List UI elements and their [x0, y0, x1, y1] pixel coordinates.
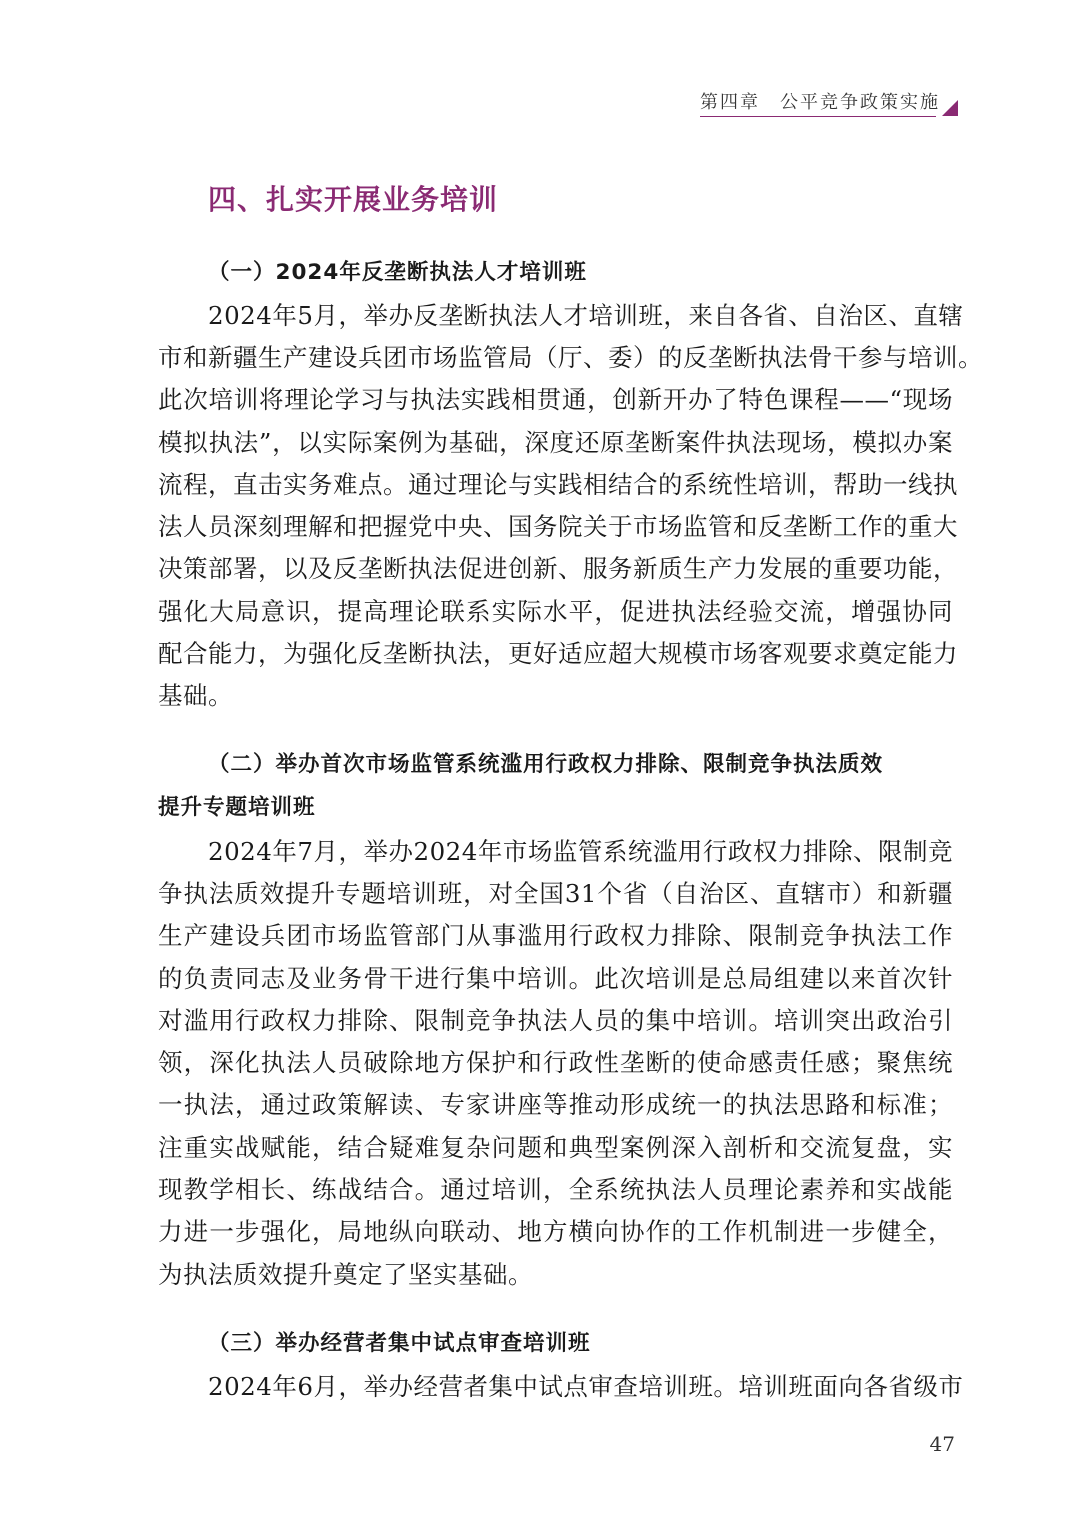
paragraph-line: 配合能力，为强化反垄断执法，更好适应超大规模市场客观要求奠定能力	[158, 639, 958, 668]
paragraph-line: 争执法质效提升专题培训班，对全国31个省（自治区、直辖市）和新疆	[158, 879, 953, 908]
paragraph-line: 的负责同志及业务骨干进行集中培训。此次培训是总局组建以来首次针	[158, 964, 953, 993]
paragraph-line: 对滥用行政权力排除、限制竞争执法人员的集中培训。培训突出政治引	[158, 1006, 953, 1035]
section-title: 四、扎实开展业务培训	[208, 183, 499, 216]
paragraph-line: 决策部署，以及反垄断执法促进创新、服务新质生产力发展的重要功能，	[158, 554, 958, 583]
paragraph-line: 一执法，通过政策解读、专家讲座等推动形成统一的执法思路和标准；	[158, 1090, 953, 1119]
paragraph-line: 注重实战赋能，结合疑难复杂问题和典型案例深入剖析和交流复盘，实	[158, 1133, 953, 1162]
paragraph-line: 此次培训将理论学习与执法实践相贯通，创新开办了特色课程——“现场	[158, 385, 953, 414]
paragraph-line: 法人员深刻理解和把握党中央、国务院关于市场监管和反垄断工作的重大	[158, 512, 958, 541]
paragraph-line: 领，深化执法人员破除地方保护和行政性垄断的使命感责任感；聚焦统	[158, 1048, 953, 1077]
paragraph-line: 模拟执法”，以实际案例为基础，深度还原垄断案件执法现场，模拟办案	[158, 428, 953, 457]
paragraph-line: 生产建设兵团市场监管部门从事滥用行政权力排除、限制竞争执法工作	[158, 921, 953, 950]
paragraph-line: 市和新疆生产建设兵团市场监管局（厅、委）的反垄断执法骨干参与培训。	[158, 343, 983, 372]
paragraph-line: 为执法质效提升奠定了坚实基础。	[158, 1260, 533, 1289]
page-number: 47	[929, 1432, 955, 1456]
subsection-heading: （二）举办首次市场监管系统滥用行政权力排除、限制竞争执法质效	[208, 752, 884, 777]
paragraph-line: 强化大局意识，提高理论联系实际水平，促进执法经验交流，增强协同	[158, 597, 953, 626]
paragraph-line: 流程，直击实务难点。通过理论与实践相结合的系统性培训，帮助一线执	[158, 470, 958, 499]
running-header	[700, 88, 958, 114]
triangle-icon	[942, 100, 958, 116]
subsection-heading-cont: 提升专题培训班	[158, 795, 316, 820]
subsection-heading: （三）举办经营者集中试点审查培训班	[208, 1331, 591, 1356]
paragraph-line: 2024年6月，举办经营者集中试点审查培训班。培训班面向各省级市	[208, 1372, 964, 1401]
chapter-title: 第四章 公平竞争政策实施	[700, 92, 940, 113]
paragraph-line: 基础。	[158, 681, 233, 710]
subsection-heading: （一）2024年反垄断执法人才培训班	[208, 260, 587, 285]
paragraph-line: 2024年5月，举办反垄断执法人才培训班，来自各省、自治区、直辖	[208, 301, 964, 330]
header-rule	[700, 116, 936, 117]
paragraph-line: 力进一步强化，局地纵向联动、地方横向协作的工作机制进一步健全，	[158, 1217, 953, 1246]
paragraph-line: 现教学相长、练战结合。通过培训，全系统执法人员理论素养和实战能	[158, 1175, 953, 1204]
paragraph-line: 2024年7月，举办2024年市场监管系统滥用行政权力排除、限制竞	[208, 837, 953, 866]
